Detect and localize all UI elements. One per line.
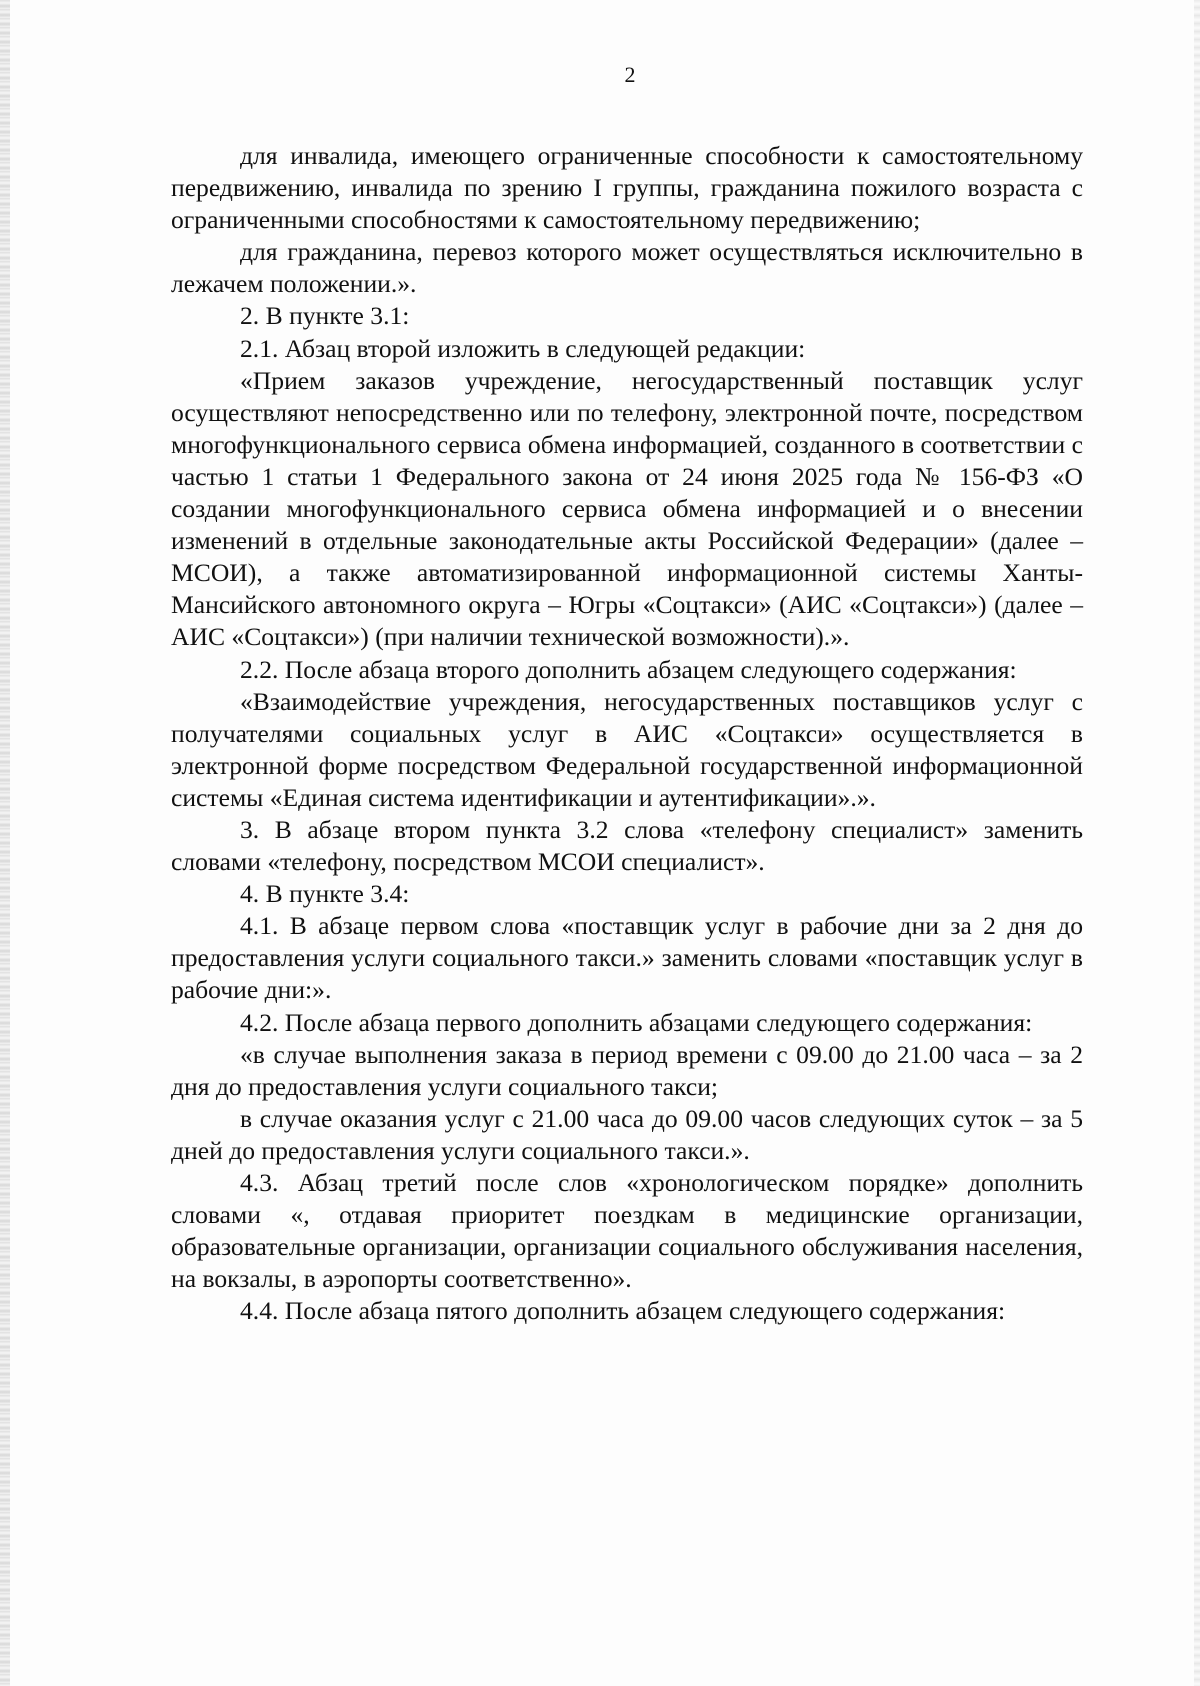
paragraph: для инвалида, имеющего ограниченные способности к самостоятельному передвижению, инвалида по зрению I группы, гражданина пожилого возраста с ограниченными способностями к самостоятельному передвижению; (171, 141, 1083, 235)
document-body (171, 140, 1083, 1327)
paragraph: 2.1. Абзац второй изложить в следующей редакции: (240, 333, 806, 363)
paragraph: 4.2. После абзаца первого дополнить абзацами следующего содержания: (240, 1007, 1033, 1037)
page-number: 2 (624, 62, 636, 87)
scan-edge-right (1194, 0, 1200, 1686)
paragraph: 4. В пункте 3.4: (240, 879, 410, 909)
paragraph: в случае оказания услуг с 21.00 часа до 09.00 часов следующих суток – за 5 дней до предоставления услуги социального такси.». (171, 1103, 1083, 1165)
paragraph: 4.4. После абзаца пятого дополнить абзацем следующего содержания: (240, 1296, 1006, 1326)
paragraph: «Прием заказов учреждение, негосударственный поставщик услуг осуществляют непосредственно или по телефону, электронной почте, посредством многофункционального сервиса обмена информацией, созданного в соответствии с частью 1 статьи 1 Федерального закона от 24 июня 2025 года № 156-ФЗ «О создании многофункционального сервиса обмена информацией и о внесении изменений в отдельные законодательные акты Российской Федерации» (далее – МСОИ), а также автоматизированной информационной системы Ханты-Мансийского автономного округа – Югры «Соцтакси» (АИС «Соцтакси») (далее – АИС «Соцтакси») (при наличии технической возможности).». (171, 365, 1083, 652)
scan-edge-left (0, 0, 10, 1686)
paragraph: 3. В абзаце втором пункта 3.2 слова «телефону специалист» заменить словами «телефону, посредством МСОИ специалист». (171, 814, 1083, 877)
paragraph: 4.1. В абзаце первом слова «поставщик услуг в рабочие дни за 2 дня до предоставления услуги социального такси.» заменить словами «поставщик услуг в рабочие дни:». (171, 911, 1083, 1005)
paragraph: 2.2. После абзаца второго дополнить абзацем следующего содержания: (240, 654, 1017, 684)
paragraph: 4.3. Абзац третий после слов «хронологическом порядке» дополнить словами «, отдавая приоритет поездкам в медицинские организации, образовательные организации, организации социального обслуживания населения, на вокзалы, в аэропорты соответственно». (171, 1168, 1083, 1294)
paragraph: «в случае выполнения заказа в период времени с 09.00 до 21.00 часа – за 2 дня до предоставления услуги социального такси; (171, 1039, 1083, 1101)
paragraph: 2. В пункте 3.1: (240, 301, 410, 331)
paragraph: «Взаимодействие учреждения, негосударственных поставщиков услуг с получателями социальных услуг в АИС «Соцтакси» осуществляется в электронной форме посредством Федеральной государственной информационной системы «Единая система идентификации и аутентификации».». (171, 686, 1083, 812)
paragraph: для гражданина, перевоз которого может осуществляться исключительно в лежачем положении.». (171, 237, 1083, 299)
